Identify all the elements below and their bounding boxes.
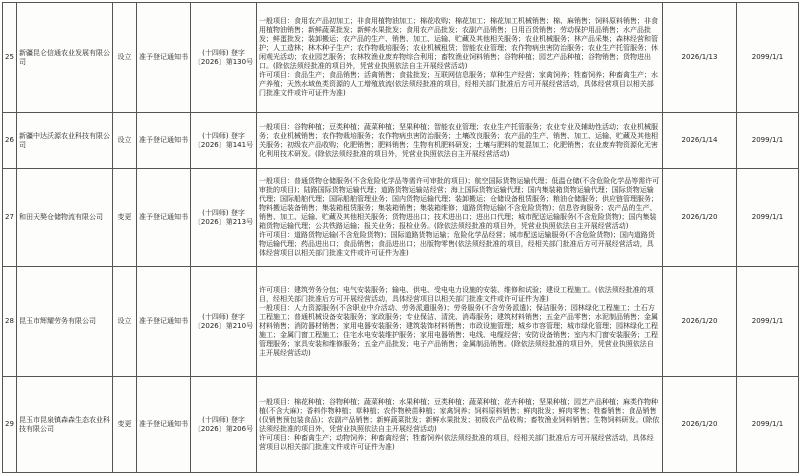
- valid-from-date: 2026/1/20: [663, 267, 737, 377]
- valid-to-date: 2099/1/1: [737, 169, 799, 267]
- scope-paragraph: 一般项目：棉花种植；谷物种植；蔬菜种植；水果种植；豆类种植；蔬菜种植；花卉种植；坚果种植；园艺产品种植；麻类作物种植(不含大麻)；香料作物种植；草种植；农作物秧苗种植；家禽饲养；饲料原料销售；鲜肉批发；鲜肉零售；牲畜销售；食品销售(仅销售预包装食品)；农副产品销售；新鲜蔬菜批发；新鲜水果批发；初级农产品收购；畜牧渔业饲料销售；生物饲料研发。(除依法须经批准的项目外，凭营业执照依法自主开展经营活动): [259, 397, 660, 433]
- scope-paragraph: 一般项目：谷物种植；豆类种植；蔬菜种植；坚果种植；智能农业管理；农业生产托管服务；农业专业及辅助性活动；农业机械服务；农业机械销售；农作物栽培服务；农作物病虫害防治服务；土壤改良服务；农产品的生产、销售、加工、运输、贮藏及其他相关服务；初级农产品收购；化肥销售；肥料销售；生物有机肥料研发；土壤与肥料的复混加工；化肥销售；农业废弃物资源化无害化利用技术研发。(除依法须经批准的项目外，凭营业执照依法自主开展经营活动): [259, 122, 658, 158]
- business-scope: [257, 113, 663, 169]
- valid-to-date: 2099/1/1: [737, 377, 799, 473]
- valid-to-date: 2099/1/1: [737, 113, 799, 169]
- row-number: 29: [3, 377, 17, 473]
- document-type: 准予登记通知书: [137, 169, 191, 267]
- scope-paragraph: 许可项目：建筑劳务分包；电气安装服务；输电、供电、受电电力设施的安装、维修和试验；建设工程施工。(依法须经批准的项目，经相关部门批准后方可开展经营活动，具体经营项目以相关部门批准文件或许可证件为准): [259, 285, 654, 303]
- registration-table: [2, 2, 799, 473]
- company-name: 新疆中达沃源农业科技有限公司: [17, 113, 113, 169]
- row-number: 25: [3, 3, 17, 113]
- document-type: 准予登记通知书: [137, 113, 191, 169]
- document-type: 准予登记通知书: [137, 267, 191, 377]
- scope-paragraph: 一般项目：普通货物仓储服务(不含危险化学品等需许可审批的项目)；航空国际货物运输代理；低温仓储(不含危险化学品等需许可审批的项目)；陆路国际货物运输代理；道路货物运输站经营；海上国际货物运输代理；国内集装箱货物运输代理；国际货物运输代理；国际船舶代理；国际船舶管理业务；国内货物运输代理；装卸搬运；仓储设备租赁服务；粮油仓储服务；供应链管理服务；物料搬运装备销售；集装箱租赁服务；集装箱销售；集装箱维修；道路货物运输(不含危险货物)；信息咨询服务；农产品的生产、销售、加工、运输、贮藏及其他相关服务；货物进出口；技术进出口；进出口代理；城市配送运输服务(不含危险货物)；国内集装箱货物运输代理；公共铁路运输；报关业务；报检业务。(除依法须经批准的项目外，凭营业执照依法自主开展经营活动): [259, 177, 660, 230]
- row-number: 27: [3, 169, 17, 267]
- scope-paragraph: 一般项目：人力资源服务(不含职业中介活动、劳务派遣服务)；劳务服务(不含劳务派遣)；保洁服务；园林绿化工程施工；土石方工程施工；普通机械设备安装服务；家政服务；专业保洁、清洗、消毒服务；建筑材料销售；五金产品零售；水泥制品销售；金属材料销售；消防器材销售；家用电器安装服务；建筑装饰材料销售；市政设施管理；城乡市容管理；城市绿化管理；园林绿化工程施工；金属门窗工程施工；住宅水电安装维护服务；家用电器销售；电线、电缆经营；安防设备销售；室内木门窗安装服务；工程管理服务；家具安装和维修服务；五金产品批发；电子产品销售；金属制品销售。(除依法须经批准的项目外，凭营业执照依法自主开展经营活动): [259, 303, 658, 357]
- valid-to-date: 2099/1/1: [737, 3, 799, 113]
- document-reference: (十四师) 登字〔2026〕第130号: [191, 3, 257, 113]
- table-row: [3, 377, 799, 473]
- document-type: 准予登记通知书: [137, 377, 191, 473]
- row-number: 28: [3, 267, 17, 377]
- document-reference: (十四师) 登字〔2026〕第210号: [191, 267, 257, 377]
- company-name: 新疆昆仑信通农业发展有限公司: [17, 3, 113, 113]
- table-body: [3, 3, 799, 473]
- change-type: 变更: [113, 169, 137, 267]
- document-reference: (十四师) 登字〔2026〕第213号: [191, 169, 257, 267]
- valid-from-date: 2026/1/13: [663, 3, 737, 113]
- change-type: 设立: [113, 3, 137, 113]
- row-number: 26: [3, 113, 17, 169]
- scope-paragraph: 许可项目：道路货物运输(不含危险货物)；国际道路货物运输；危险化学品经营；城市配送运输服务(不含危险货物)；国内道路货物运输代理；药品进出口；食品销售；食品进出口；出版物零售(依法须经批准的项目，经相关部门批准后方可开展经营活动，具体经营项目以相关部门批准文件或许可证件为准): [259, 231, 655, 257]
- company-name: 和田天獒仓储物流有限公司: [17, 169, 113, 267]
- document-reference: (十四师) 登字〔2026〕第141号: [191, 113, 257, 169]
- table-row: [3, 3, 799, 113]
- document-type: 准予登记通知书: [137, 3, 191, 113]
- valid-from-date: 2026/1/20: [663, 169, 737, 267]
- table-row: [3, 169, 799, 267]
- change-type: 设立: [113, 267, 137, 377]
- company-name: 昆玉市昆泉镇森森生态农业科技有限公司: [17, 377, 113, 473]
- business-scope: [257, 3, 663, 113]
- scope-paragraph: 许可项目：食品生产；食品销售；活禽销售；食盐批发；互联网信息服务；草种生产经营；家禽饲养；牲畜饲养；种畜禽生产；水产养殖；天然水域鱼类资源的人工增殖放流(依法须经批准的项目，经相关部门批准后方可开展经营活动，具体经营项目以相关部门批准文件或许可证件为准): [259, 71, 658, 97]
- document-reference: (十四师) 登字〔2026〕第206号: [191, 377, 257, 473]
- business-scope: [257, 377, 663, 473]
- valid-from-date: 2026/1/20: [663, 377, 737, 473]
- scope-paragraph: 许可项目：种畜禽生产；动物饲养；种畜禽经营；牲畜饲养(依法须经批准的项目，经相关部门批准后方可开展经营活动，具体经营项目以相关部门批准文件或许可证件为准): [259, 433, 654, 451]
- scope-paragraph: 一般项目：食用农产品初加工；非食用植物油加工；棉花收购；棉花加工；棉花加工机械销售；棉、麻销售；饲料原料销售；非食用植物油销售；新鲜蔬菜批发；新鲜水果批发；食用农产品批发；农副产品销售；日用百货销售；劳动保护用品销售；水产品批发；鲜蛋批发；装卸搬运；农产品的生产、销售、加工、运输、贮藏及其他相关服务；农业机械服务；林产品采集；森林经营和管护；人工造林；林木种子生产；农作物栽培服务；农业机械租赁；智能农业管理；农作物病虫害防治服务；农业生产托管服务；休闲观光活动；农业园艺服务；农林牧渔业废弃物综合利用；畜牧渔业饲料销售；谷物种植；园艺产品种植；谷物销售；货物进出口。(除依法须经批准的项目外，凭营业执照依法自主开展经营活动): [259, 17, 658, 70]
- business-scope: [257, 169, 663, 267]
- change-type: 设立: [113, 113, 137, 169]
- company-name: 昆玉市辉耀劳务有限公司: [17, 267, 113, 377]
- change-type: 变更: [113, 377, 137, 473]
- table-row: [3, 267, 799, 377]
- business-scope: [257, 267, 663, 377]
- table-row: [3, 113, 799, 169]
- valid-to-date: 2099/1/1: [737, 267, 799, 377]
- valid-from-date: 2026/1/14: [663, 113, 737, 169]
